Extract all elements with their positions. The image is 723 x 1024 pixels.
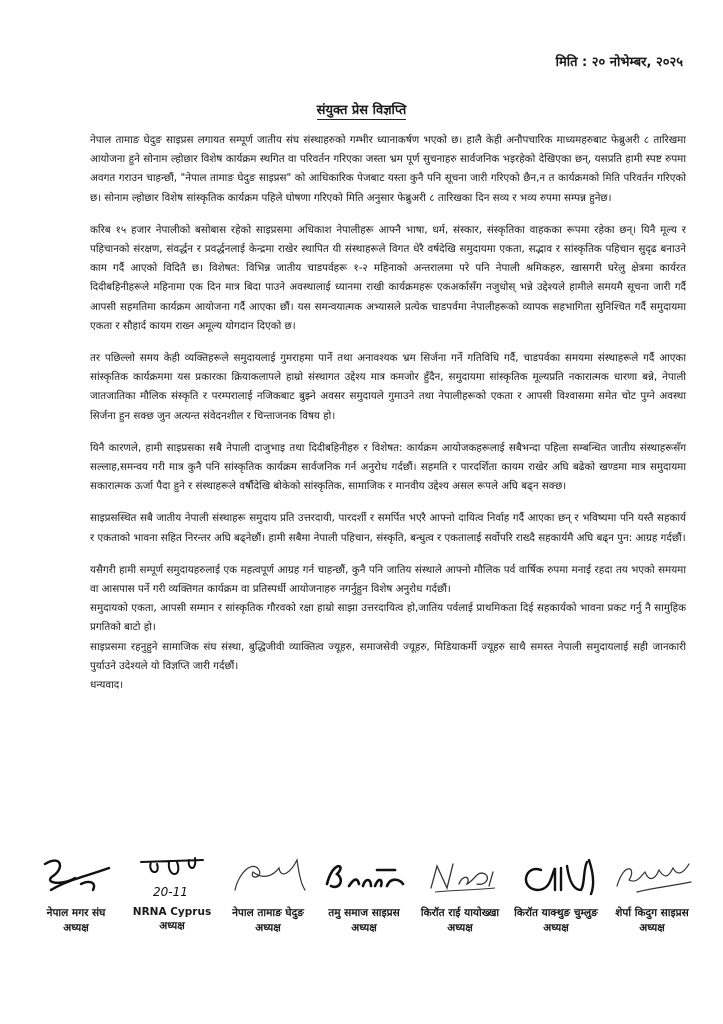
paragraph-1: नेपाल तामाङ घेदुङ साइप्रस लगायत सम्पूर्ण जातीय संघ संस्थाहरुको गम्भीर ध्यानाकर्षण भएको छ। हालै केही अनौपचारिक माध्यमहरुबाट फेब्रुअरी ८ तारिखमा आयोजना हुने सोनाम ल्होछार विशेष कार्यक्रम स्थगित वा परिवर्तन गरिएका जस्ता भ्रम पूर्ण सुचनाहरु सार्वजनिक भइरहेको देखिएका छन्, यसप्रति हामी स्पष्ट रुपमा अवगत गराउन चाहन्छौं, "नेपाल तामाङ घेदुङ साइप्रस" को आधिकारिक पेजबाट यस्ता कुनै पनि सूचना जारी गरिएको छैन,न त कार्यक्रमको मिति परिवर्तन गरिएको छ। सोनाम ल्होछार विशेष सांस्कृतिक कार्यक्रम पहिले घोषणा गरिएको मिति अनुसार फेब्रुअरी ८ तारिखका दिन सव्य र भव्य रुपमा सम्पन्न हुनेछ। [90, 134, 686, 204]
signature-block [28, 850, 700, 960]
signatory-role: अध्यक्ष [255, 922, 281, 934]
signatory-role: अध्यक्ष [159, 920, 185, 932]
signatory-org: नेपाल मगर संघ [46, 907, 106, 919]
signatory-role: अध्यक्ष [447, 922, 473, 934]
title-text: संयुक्त प्रेस विज्ञप्ति [316, 103, 407, 118]
signature-image-7 [607, 850, 697, 902]
signatory-role: अध्यक्ष [351, 922, 377, 934]
signatory-org: नेपाल तामाङ घेदुङ [232, 907, 304, 919]
signatory-7 [604, 850, 700, 935]
paragraph-5: साइप्रसस्थित सबै जातीय नेपाली संस्थाहरू समुदाय प्रति उत्तरदायी, पारदर्शी र समर्पित भएरै आफ्नो दायित्व निर्वाह गर्दै आएका छन् र भविष्यमा पनि यस्तै सहकार्य र एकताको भावना सहित निरन्तर अघि बढ्नेछौं। हामी सबैमा नेपाली पहिचान, संस्कृति, बन्धुत्व र एकतालाई सर्वोपरि राख्दै सहकार्यमै अघि बढ्न पुन: आग्रह गर्दछौं। [90, 512, 686, 544]
signature-image-4 [319, 850, 409, 902]
closing-thanks: धन्यवाद। [90, 679, 124, 692]
signatory-role: अध्यक्ष [639, 922, 665, 934]
document-body [90, 131, 686, 695]
closing-line-3: साइप्रसमा रहनुहुने सामाजिक संघ संस्था, बुद्धिजीवी व्याक्तित्व ज्यूहरु, समाजसेवी ज्यूहरु, मिडियाकर्मी ज्यूहरु साथै समस्त नेपाली समुदायलाई सही जानकारी पुर्याउने उदेश्यले यो विज्ञप्ति जारी गर्दछौं। [90, 640, 686, 672]
signature-image-3 [223, 850, 313, 902]
signatory-1 [28, 850, 124, 935]
paragraph-3: तर पछिल्लो समय केही व्यक्तिहरूले समुदायलाई गुमराहमा पार्ने तथा अनावश्यक भ्रम सिर्जना गर्ने गतिविधि गर्दै, चाडपर्वका समयमा संस्थाहरूले गर्दै आएका सांस्कृतिक कार्यक्रममा यस प्रकारका क्रियाकलापले हाम्रो संस्थागत उद्देश्य मात्र कमजोर हुँदैन, समुदायमा सांस्कृतिक मूल्यप्रति नकारात्मक धारणा बन्ने, नेपाली जातजातिका मौलिक संस्कृति र परम्परालाई नजिकबाट बुझ्ने अवसर समुदायले गुमाउने तथा नेपालीहरूको एकता र आपसी विश्वासमा समेत चोट पुग्ने अवस्था सिर्जना हुन सक्छ जुन अत्यन्त संवेदनशील र चिन्ताजनक विषय हो। [90, 352, 686, 422]
signature-image-2 [127, 850, 217, 902]
signatory-org: किरॉत राई यायोख्खा [420, 907, 500, 919]
signature-image-5 [415, 850, 505, 902]
document-title [0, 100, 723, 118]
paragraph-4: यिनै कारणले, हामी साइप्रसका सबै नेपाली दाजुभाइ तथा दिदीबहिनीहरु र विशेषत: कार्यक्रम आयोजकहरूलाई सबैभन्दा पहिला सम्बन्धित जातीय संस्थाहरूसँग सल्लाह,समन्वय गरी मात्र कुनै पनि सांस्कृतिक कार्यक्रम सार्वजनिक गर्न अनुरोध गर्दछौं। सहमति र पारदर्शिता कायम राखेर अघि बढेको खण्डमा मात्र समुदायमा सकारात्मक ऊर्जा पैदा हुने र संस्थाहरूले वर्षौदेखि बोकेको सांस्कृतिक, सामाजिक र मानवीय उद्देश्य असल रूपले अघि बढ्न सक्छ। [90, 441, 686, 493]
paragraph-2: करिब १५ हजार नेपालीको बसोबास रहेको साइप्रसमा अधिकाश नेपालीहरू आफ्नै भाषा, धर्म, संस्कार, संस्कृतिका वाहकका रूपमा रहेका छन्। यिनै मूल्य र पहिचानको संरक्षण, संवर्द्धन र प्रवर्द्धनलाई केन्द्रमा राखेर स्थापित यी संस्थाहरूले विगत धेरै वर्षदेखि समुदायमा एकता, सद्भाव र सांस्कृतिक पहिचान सुदृढ बनाउने काम गर्दै आएको विदितै छ। विशेषत: विभिन्न जातीय चाडपर्वहरू १-२ महिनाको अन्तरालमा परे पनि नेपाली श्रमिकहरु, खासगरी घरेलु क्षेत्रमा कार्यरत दिदीबहिनीहरूले महिनामा एक दिन मात्र बिदा पाउने अवस्थालाई ध्यानमा राखी कार्यक्रमहरू एकअर्कासँग नजुधोस् भन्ने उद्देश्यले हामीले समयमै सूचना जारी गर्दै आपसी सहमतिमा कार्यक्रम आयोजना गर्दै आएका छौं। यस समन्वयात्मक अभ्यासले प्रत्येक चाडपर्वमा नेपालीहरूको व्यापक सहभागिता सुनिश्चित गर्दै समुदायमा एकता र सौहार्द कायम राख्न अमूल्य योगदान दिएको छ। [90, 223, 686, 332]
signatory-5 [412, 850, 508, 935]
signatory-3 [220, 850, 316, 935]
signature-image-1 [31, 850, 121, 902]
closing-line-1: यसैगरी हामी सम्पूर्ण समुदायहरुलाई एक महत्वपूर्ण आग्रह गर्न चाहन्छौं, कुनै पनि जातिय संस्थाले आफ्नो मौलिक पर्व वार्षिक रुपमा मनाई रहदा तय भएको समयमा वा आसपास पर्ने गरी व्यक्तिगत कार्यक्रम वा प्रतिस्पर्धी आयोजनाहरु नगर्नुहुन विशेष अनुरोध गर्दछौं। [90, 563, 686, 596]
signatory-4 [316, 850, 412, 935]
closing-line-2: समुदायको एकता, आपसी सम्मान र सांस्कृतिक गौरवको रक्षा हाम्रो साझा उत्तरदायित्व हो,जातिय पर्वलाई प्राथमिकता दिई सहकार्यको भावना प्रकट गर्नु नै सामुहिक प्रगतिको बाटो हो। [90, 602, 686, 634]
signatory-role: अध्यक्ष [543, 922, 569, 934]
signatory-org: तमु समाज साइप्रस [328, 907, 400, 919]
signature-image-6 [511, 850, 601, 902]
document-date: मिति : २० नोभेम्बर, २०२५ [555, 55, 683, 70]
signatory-role: अध्यक्ष [63, 922, 89, 934]
signatory-org: शेर्पा किदुग साइप्रस [615, 907, 689, 919]
signatory-org: NRNA Cyprus [132, 906, 212, 918]
signatory-2 [124, 850, 220, 933]
signatory-org: किरॉत याक्थुङ चुम्लुङ [514, 907, 598, 919]
svg-text:20-11: 20-11 [153, 885, 188, 899]
signatory-6 [508, 850, 604, 935]
